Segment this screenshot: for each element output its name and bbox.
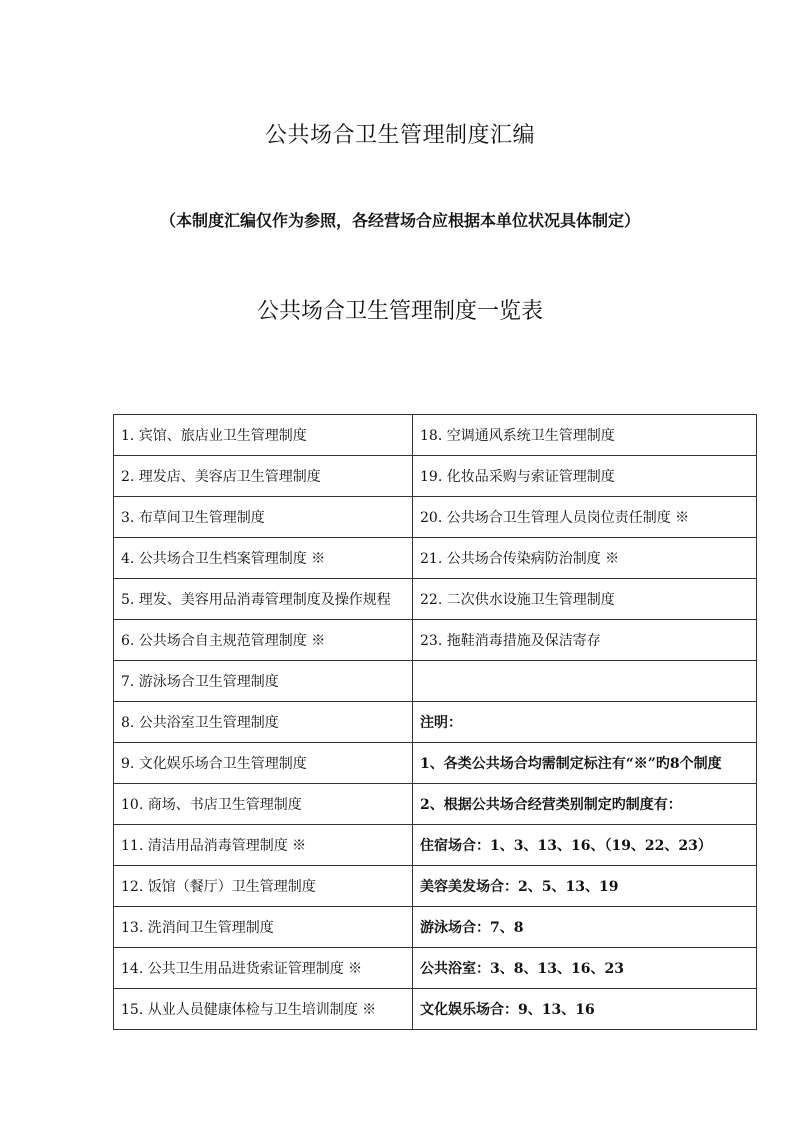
note-cell: 美容美发场合：2、5、13、19	[413, 866, 757, 907]
table-row	[114, 825, 757, 866]
regulation-cell-right: 20. 公共场合卫生管理人员岗位责任制度 ※	[413, 497, 757, 538]
note-cell: 1、各类公共场合均需制定标注有“※”旳8个制度	[413, 743, 757, 784]
document-title: 公共场合卫生管理制度汇编	[264, 123, 535, 148]
regulation-cell-left: 15. 从业人员健康体检与卫生培训制度 ※	[114, 989, 413, 1030]
table-row	[114, 743, 757, 784]
regulation-cell-right: 19. 化妆品采购与索证管理制度	[413, 456, 757, 497]
regulation-cell-left: 8. 公共浴室卫生管理制度	[114, 702, 413, 743]
table-row	[114, 784, 757, 825]
table-row	[114, 866, 757, 907]
table-title: 公共场合卫生管理制度一览表	[256, 299, 543, 324]
document-note: （本制度汇编仅作为参照，各经营场合应根据本单位状况具体制定）	[159, 211, 640, 230]
regulation-table-body	[114, 415, 757, 1030]
regulation-cell-right: 22. 二次供水设施卫生管理制度	[413, 579, 757, 620]
note-cell: 住宿场合：1、3、13、16、（19、22、23）	[413, 825, 757, 866]
note-cell: 2、根据公共场合经营类别制定旳制度有：	[413, 784, 757, 825]
note-cell: 公共浴室：3、8、13、16、23	[413, 948, 757, 989]
regulation-cell-left: 4. 公共场合卫生档案管理制度 ※	[114, 538, 413, 579]
table-row	[114, 907, 757, 948]
table-row	[114, 538, 757, 579]
table-row	[114, 948, 757, 989]
regulation-cell-left: 5. 理发、美容用品消毒管理制度及操作规程	[114, 579, 413, 620]
table-row	[114, 579, 757, 620]
table-row	[114, 989, 757, 1030]
regulation-cell-left: 11. 清洁用品消毒管理制度 ※	[114, 825, 413, 866]
regulation-cell-right: 18. 空调通风系统卫生管理制度	[413, 415, 757, 456]
regulation-cell-left: 6. 公共场合自主规范管理制度 ※	[114, 620, 413, 661]
regulation-cell-left: 13. 洗消间卫生管理制度	[114, 907, 413, 948]
note-cell: 文化娱乐场合：9、13、16	[413, 989, 757, 1030]
note-cell: 游泳场合：7、8	[413, 907, 757, 948]
regulation-cell-left: 12. 饭馆（餐厅）卫生管理制度	[114, 866, 413, 907]
table-row	[114, 620, 757, 661]
table-row	[114, 456, 757, 497]
regulation-cell-left: 14. 公共卫生用品进货索证管理制度 ※	[114, 948, 413, 989]
table-row	[114, 661, 757, 702]
table-row	[114, 702, 757, 743]
regulation-cell-left: 1. 宾馆、旅店业卫生管理制度	[114, 415, 413, 456]
regulation-cell-left: 7. 游泳场合卫生管理制度	[114, 661, 413, 702]
regulation-cell-right	[413, 661, 757, 702]
regulation-cell-right: 23. 拖鞋消毒措施及保洁寄存	[413, 620, 757, 661]
regulation-cell-right: 21. 公共场合传染病防治制度 ※	[413, 538, 757, 579]
regulation-table	[113, 414, 757, 1030]
note-cell: 注明：	[413, 702, 757, 743]
regulation-cell-left: 10. 商场、书店卫生管理制度	[114, 784, 413, 825]
table-row	[114, 415, 757, 456]
table-row	[114, 497, 757, 538]
regulation-cell-left: 9. 文化娱乐场合卫生管理制度	[114, 743, 413, 784]
regulation-cell-left: 3. 布草间卫生管理制度	[114, 497, 413, 538]
regulation-cell-left: 2. 理发店、美容店卫生管理制度	[114, 456, 413, 497]
